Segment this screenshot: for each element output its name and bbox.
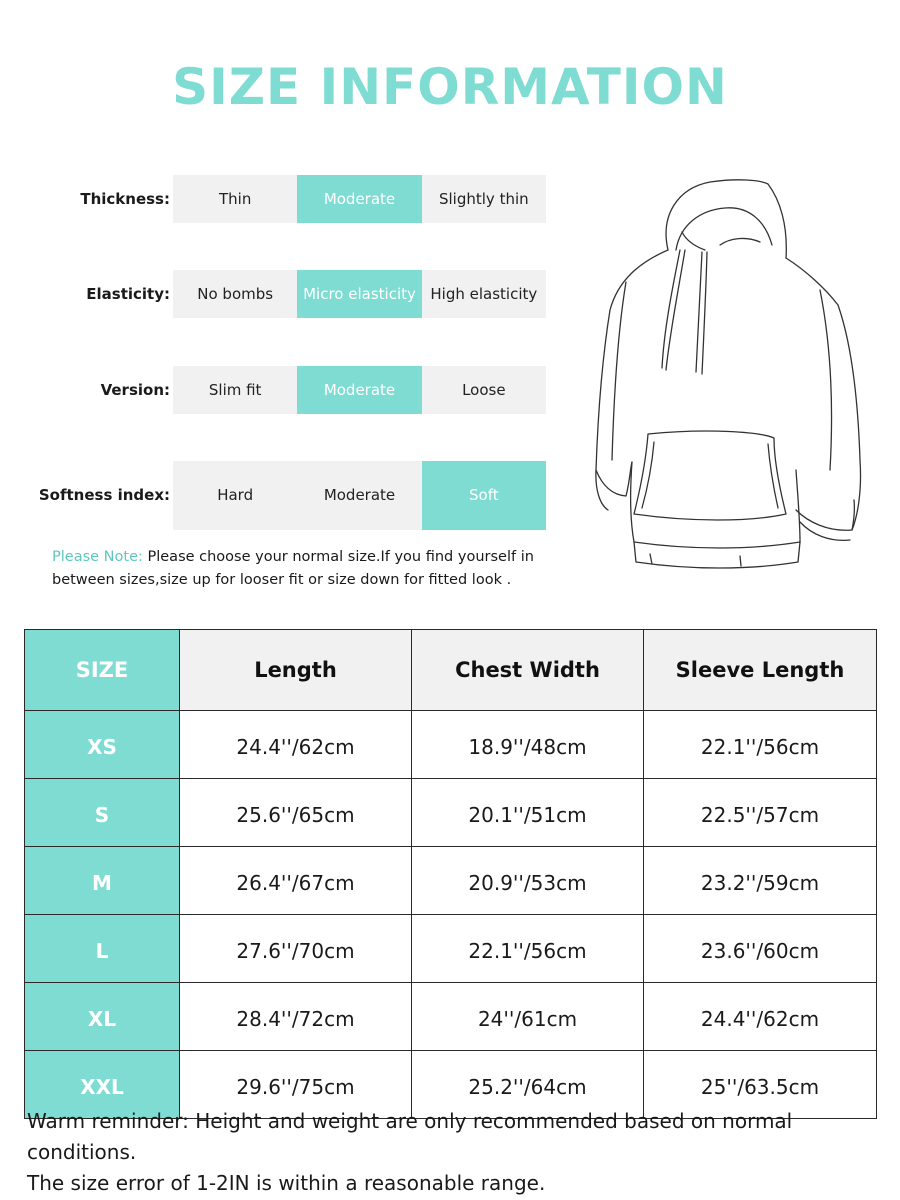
- size-cell: L: [25, 915, 180, 983]
- table-cell: 18.9''/48cm: [412, 711, 644, 779]
- column-header-size: SIZE: [25, 630, 180, 711]
- table-cell: 22.1''/56cm: [644, 711, 877, 779]
- table-header-row: [25, 630, 877, 711]
- table-row: [25, 983, 877, 1051]
- size-note: [52, 546, 572, 592]
- reminder-line-2: The size error of 1-2IN is within a reasonable range.: [27, 1171, 546, 1195]
- attribute-label: Thickness:: [80, 190, 170, 208]
- attribute-option-selected: Micro elasticity: [297, 270, 421, 318]
- attribute-option: Thin: [218, 190, 252, 208]
- column-header-length: Length: [180, 630, 412, 711]
- table-cell: 28.4''/72cm: [180, 983, 412, 1051]
- attribute-row-softness: [0, 461, 560, 530]
- table-cell: 25''/63.5cm: [644, 1051, 877, 1119]
- attribute-option: Loose: [462, 381, 506, 399]
- table-cell: 24.4''/62cm: [180, 711, 412, 779]
- attribute-options: [173, 366, 546, 414]
- attribute-option: No bombs: [197, 285, 274, 303]
- table-row: [25, 779, 877, 847]
- table-row: [25, 915, 877, 983]
- table-cell: 20.9''/53cm: [412, 847, 644, 915]
- attribute-option-selected: Soft: [422, 461, 546, 530]
- table-cell: 26.4''/67cm: [180, 847, 412, 915]
- attribute-label: Version:: [100, 381, 170, 399]
- attribute-options: [173, 461, 546, 530]
- table-cell: 20.1''/51cm: [412, 779, 644, 847]
- table-row: [25, 847, 877, 915]
- attribute-option: Slightly thin: [438, 190, 529, 208]
- size-cell: M: [25, 847, 180, 915]
- attribute-option-selected: Moderate: [297, 366, 421, 414]
- column-header-chest-width: Chest Width: [412, 630, 644, 711]
- table-cell: 25.6''/65cm: [180, 779, 412, 847]
- note-text: Please choose your normal size.If you find yourself in between sizes,size up for looser fit or size down for fitted look .: [52, 549, 534, 588]
- attribute-options: [173, 175, 546, 223]
- page-title: SIZE INFORMATION: [172, 58, 728, 116]
- attribute-option: Slim fit: [208, 381, 262, 399]
- attribute-option: High elasticity: [430, 285, 538, 303]
- table-cell: 23.2''/59cm: [644, 847, 877, 915]
- table-cell: 24''/61cm: [412, 983, 644, 1051]
- table-cell: 27.6''/70cm: [180, 915, 412, 983]
- column-header-sleeve-length: Sleeve Length: [644, 630, 877, 711]
- attribute-option-selected: Moderate: [297, 175, 421, 223]
- table-cell: 23.6''/60cm: [644, 915, 877, 983]
- table-cell: 22.1''/56cm: [412, 915, 644, 983]
- warm-reminder: [27, 1106, 887, 1199]
- attribute-options: [173, 270, 546, 318]
- table-cell: 24.4''/62cm: [644, 983, 877, 1051]
- hoodie-icon: [590, 170, 870, 580]
- attribute-row-version: [0, 366, 560, 414]
- size-cell: S: [25, 779, 180, 847]
- note-label: Please Note:: [52, 549, 143, 565]
- size-cell: XS: [25, 711, 180, 779]
- attribute-option: Hard: [217, 486, 254, 504]
- attribute-row-elasticity: [0, 270, 560, 318]
- size-cell: XXL: [25, 1051, 180, 1119]
- table-cell: 25.2''/64cm: [412, 1051, 644, 1119]
- attribute-label: Elasticity:: [86, 285, 170, 303]
- reminder-line-1: Warm reminder: Height and weight are only recommended based on normal conditions.: [27, 1109, 793, 1164]
- attribute-option: Moderate: [323, 486, 396, 504]
- size-cell: XL: [25, 983, 180, 1051]
- table-cell: 22.5''/57cm: [644, 779, 877, 847]
- table-row: [25, 711, 877, 779]
- attribute-row-thickness: [0, 175, 560, 223]
- size-table: [24, 629, 877, 1119]
- attribute-label: Softness index:: [38, 486, 170, 504]
- table-cell: 29.6''/75cm: [180, 1051, 412, 1119]
